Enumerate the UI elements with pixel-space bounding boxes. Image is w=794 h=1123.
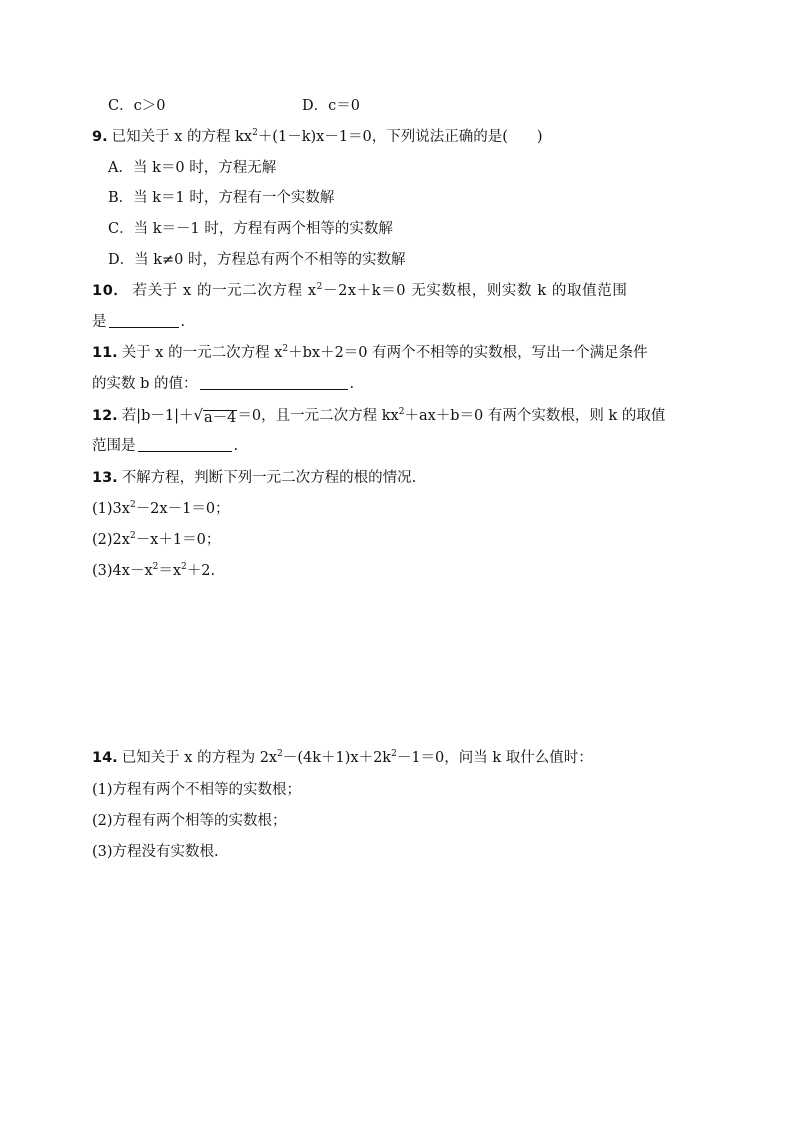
q14-sup2: 2 xyxy=(391,749,397,759)
q13-item-2-a: (2)2x xyxy=(92,532,130,548)
q11-end: . xyxy=(349,376,355,392)
q12-number: 12. xyxy=(92,408,118,424)
q10-answer-blank[interactable] xyxy=(109,313,179,328)
q13-number: 13. xyxy=(92,470,118,486)
q9-stem-b: ＋(1－k)x－1＝0，下列说法正确的是( ) xyxy=(257,129,543,145)
q13-item-3 xyxy=(92,561,215,581)
q12-end: . xyxy=(233,438,239,454)
q14-stem-c: －1＝0，问当 k 取什么值时： xyxy=(396,750,593,766)
q12-stem-c: ＋ax＋b＝0 有两个实数根，则 k 的取值 xyxy=(404,408,666,424)
q12-stem-b: ＝0，且一元二次方程 kx xyxy=(237,408,399,424)
q14-item-3: (3)方程没有实数根. xyxy=(92,844,219,860)
q13-stem-text: 不解方程，判断下列一元二次方程的根的情况. xyxy=(121,470,417,486)
q10-stem-a: 若关于 x 的一元二次方程 x xyxy=(132,283,317,299)
q13-item-3-c: ＋2. xyxy=(186,563,216,579)
q12-line2 xyxy=(92,436,238,456)
q10-stem-b: －2x＋k＝0 无实数根，则实数 k 的取值范围 xyxy=(323,283,628,299)
q9-option-a: A．当 k＝0 时，方程无解 xyxy=(108,160,277,176)
q10-end: . xyxy=(180,314,186,330)
q14-stem xyxy=(92,748,593,768)
q10-line2 xyxy=(92,312,185,332)
q11-stem-b: ＋bx＋2＝0 有两个不相等的实数根，写出一个满足条件 xyxy=(288,345,648,361)
q11-line2 xyxy=(92,374,354,394)
q9-number: 9. xyxy=(92,129,108,145)
q12-stem xyxy=(92,405,665,426)
q14-item-2: (2)方程有两个相等的实数根； xyxy=(92,813,287,829)
q13-item-1-b: －2x－1＝0； xyxy=(135,501,230,517)
q10-sup: 2 xyxy=(316,282,323,292)
q9-option-b: B．当 k＝1 时，方程有一个实数解 xyxy=(108,190,335,206)
q11-sup: 2 xyxy=(282,344,289,354)
q11-stem-a: 关于 x 的一元二次方程 x xyxy=(121,345,283,361)
q14-stem-b: －(4k＋1)x＋2k xyxy=(282,750,392,766)
q13-item-3-sup2: 2 xyxy=(181,562,187,572)
q13-item-1 xyxy=(92,499,230,519)
q14-item-1: (1)方程有两个不相等的实数根； xyxy=(92,782,302,798)
q9-option-c: C．当 k＝－1 时，方程有两个相等的实数解 xyxy=(108,221,393,237)
q14-sup1: 2 xyxy=(277,749,283,759)
q12-sup: 2 xyxy=(398,407,405,417)
q12-radicand: a－4 xyxy=(204,410,237,426)
q13-item-3-a: (3)4x－x xyxy=(92,563,153,579)
q12-answer-blank[interactable] xyxy=(138,437,232,452)
q11-number: 11. xyxy=(92,345,118,361)
q10-line2-text: 是 xyxy=(92,314,107,330)
sqrt-expression xyxy=(193,405,237,425)
q12-line2-text: 范围是 xyxy=(92,438,136,454)
q11-stem xyxy=(92,343,648,363)
q13-item-3-sup: 2 xyxy=(152,562,159,572)
q8-option-c: C．c＞0 xyxy=(108,98,166,114)
q9-sup: 2 xyxy=(252,128,258,138)
radical-sign-icon: √ xyxy=(193,406,204,424)
q10-stem xyxy=(92,281,627,301)
q12-stem-a: 若|b－1|＋ xyxy=(121,408,194,424)
q9-stem-a: 已知关于 x 的方程 kx xyxy=(111,129,253,145)
q14-number: 14. xyxy=(92,750,118,766)
q13-item-2-b: －x＋1＝0； xyxy=(135,532,221,548)
q11-line2-text: 的实数 b 的值： xyxy=(92,376,198,392)
q13-item-2 xyxy=(92,530,220,550)
q13-item-1-a: (1)3x xyxy=(92,501,130,517)
q14-stem-a: 已知关于 x 的方程为 2x xyxy=(121,750,278,766)
q13-stem xyxy=(92,468,416,488)
q9-option-d: D．当 k≠0 时，方程总有两个不相等的实数解 xyxy=(108,252,406,268)
q11-answer-blank[interactable] xyxy=(200,375,348,390)
q13-item-2-sup: 2 xyxy=(129,531,136,541)
q8-option-d: D．c＝0 xyxy=(302,98,360,114)
q13-item-3-b: ＝x xyxy=(158,563,182,579)
q10-number: 10． xyxy=(92,283,129,299)
q9-stem xyxy=(92,127,543,147)
q13-item-1-sup: 2 xyxy=(129,500,136,510)
